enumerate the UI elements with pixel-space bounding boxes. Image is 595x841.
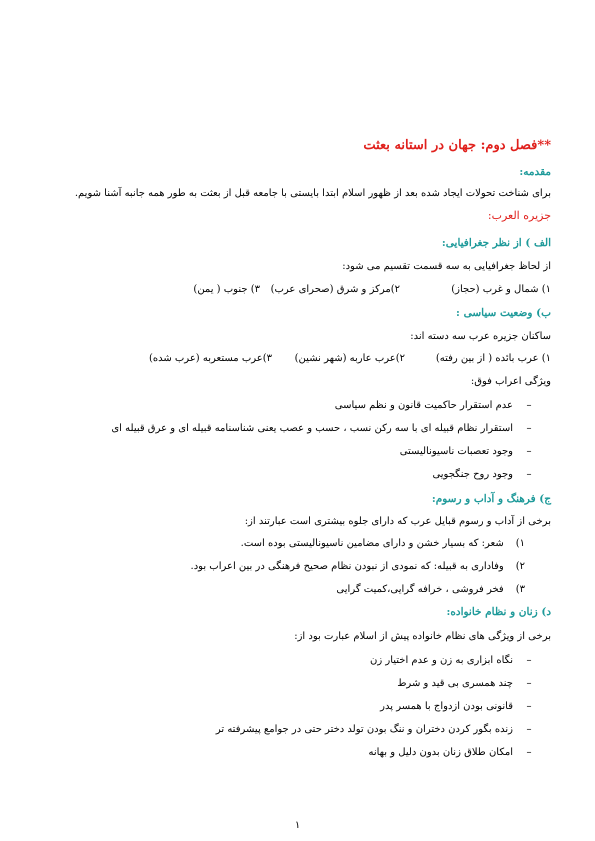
- geo-part-2: ۲)مرکز و شرق (صحرای عرب): [270, 284, 400, 295]
- dash-bullet: –: [526, 747, 532, 758]
- chapter-title: [42, 138, 551, 153]
- dash-bullet: –: [526, 655, 532, 666]
- item-text: فخر فروشی ، خرافه گرایی،کمیت گرایی: [336, 584, 504, 595]
- culture-item: [241, 538, 525, 549]
- list-item-text: قانونی بودن ازدواج با همسر پدر: [380, 701, 513, 712]
- item-number: ۲): [515, 561, 525, 572]
- arabia-heading: جزیره العرب:: [487, 209, 551, 222]
- item-text: وفاداری به قبیله: که نمودی از نبودن نظام صحیح فرهنگی در بین اعراب بود.: [190, 561, 504, 572]
- list-item: [368, 747, 533, 758]
- list-item: [400, 446, 533, 457]
- culture-item: [191, 561, 525, 572]
- dash-bullet: –: [526, 724, 532, 735]
- politics-heading: ب) وضعیت سیاسی :: [456, 307, 551, 319]
- list-item-text: چند همسری بی قید و شرط: [397, 678, 513, 689]
- dash-bullet: –: [526, 423, 532, 434]
- list-item: [397, 678, 533, 689]
- dash-bullet: –: [526, 678, 532, 689]
- list-item-text: استقرار نظام قبیله ای با سه رکن نسب ، حسب و عصب یعنی شناسنامه قبیله ای و عرق قبیله ای: [111, 423, 513, 434]
- intro-heading: مقدمه:: [519, 166, 551, 178]
- title-stars: **: [537, 138, 551, 153]
- culture-heading: ج) فرهنگ و آداب و رسوم:: [431, 493, 551, 505]
- list-item: [216, 724, 533, 735]
- list-item-text: نگاه ابزاری به زن و عدم اختیار زن: [370, 655, 513, 666]
- politics-text: ساکنان جزیره عرب سه دسته اند:: [410, 331, 551, 342]
- culture-text: برخی از آداب و رسوم قبایل عرب که دارای جلوه بیشتری است عبارتند از:: [244, 516, 551, 527]
- list-item: [380, 701, 533, 712]
- arab-group-1: ۱) عرب بائده ( از بین رفته): [435, 353, 551, 364]
- features-label: ویژگی اعراب فوق:: [470, 376, 551, 387]
- list-item: [111, 423, 533, 434]
- list-item-text: عدم استقرار حاکمیت قانون و نظم سیاسی: [334, 400, 513, 411]
- culture-item: [336, 584, 525, 595]
- item-text: شعر: که بسیار خشن و دارای مضامین ناسیونالیستی بوده است.: [240, 538, 504, 549]
- list-item: [432, 469, 533, 480]
- arab-group-2: ۲)عرب عاربه (شهر نشین): [294, 353, 405, 364]
- list-item-text: وجود تعصبات ناسیونالیستی: [399, 446, 513, 457]
- item-number: ۱): [515, 538, 525, 549]
- intro-text: برای شناخت تحولات ایجاد شده بعد از ظهور اسلام ابتدا بایستی با جامعه قبل از بعثت به طور همه جانبه آشنا شویم.: [74, 188, 551, 199]
- list-item-text: زنده بگور کردن دختران و ننگ بودن تولد دختر حتی در جوامع پیشرفته تر: [215, 724, 513, 735]
- arab-group-3: ۳)عرب مستعربه (عرب شده): [148, 353, 272, 364]
- page-number: ۱: [294, 820, 301, 831]
- item-number: ۳): [515, 584, 525, 595]
- dash-bullet: –: [526, 446, 532, 457]
- geo-part-1: ۱) شمال و غرب (حجاز): [451, 284, 551, 295]
- list-item-text: امکان طلاق زنان بدون دلیل و بهانه: [368, 747, 513, 758]
- title-text: فصل دوم: جهان در استانه بعثت: [363, 138, 538, 153]
- dash-bullet: –: [526, 400, 532, 411]
- family-heading: د) زنان و نظام خانواده:: [446, 606, 551, 618]
- list-item-text: وجود روح جنگجویی: [432, 469, 513, 480]
- dash-bullet: –: [526, 469, 532, 480]
- family-text: برخی از ویژگی های نظام خانواده پیش از اسلام عبارت بود از:: [294, 631, 551, 642]
- geo-heading: الف ) از نظر جغرافیایی:: [441, 237, 551, 249]
- list-item: [335, 400, 533, 411]
- dash-bullet: –: [526, 701, 532, 712]
- geo-text: از لحاظ جغرافیایی به سه قسمت تقسیم می شود:: [342, 261, 551, 272]
- geo-part-3: ۳) جنوب ( یمن): [193, 284, 260, 295]
- list-item: [370, 655, 533, 666]
